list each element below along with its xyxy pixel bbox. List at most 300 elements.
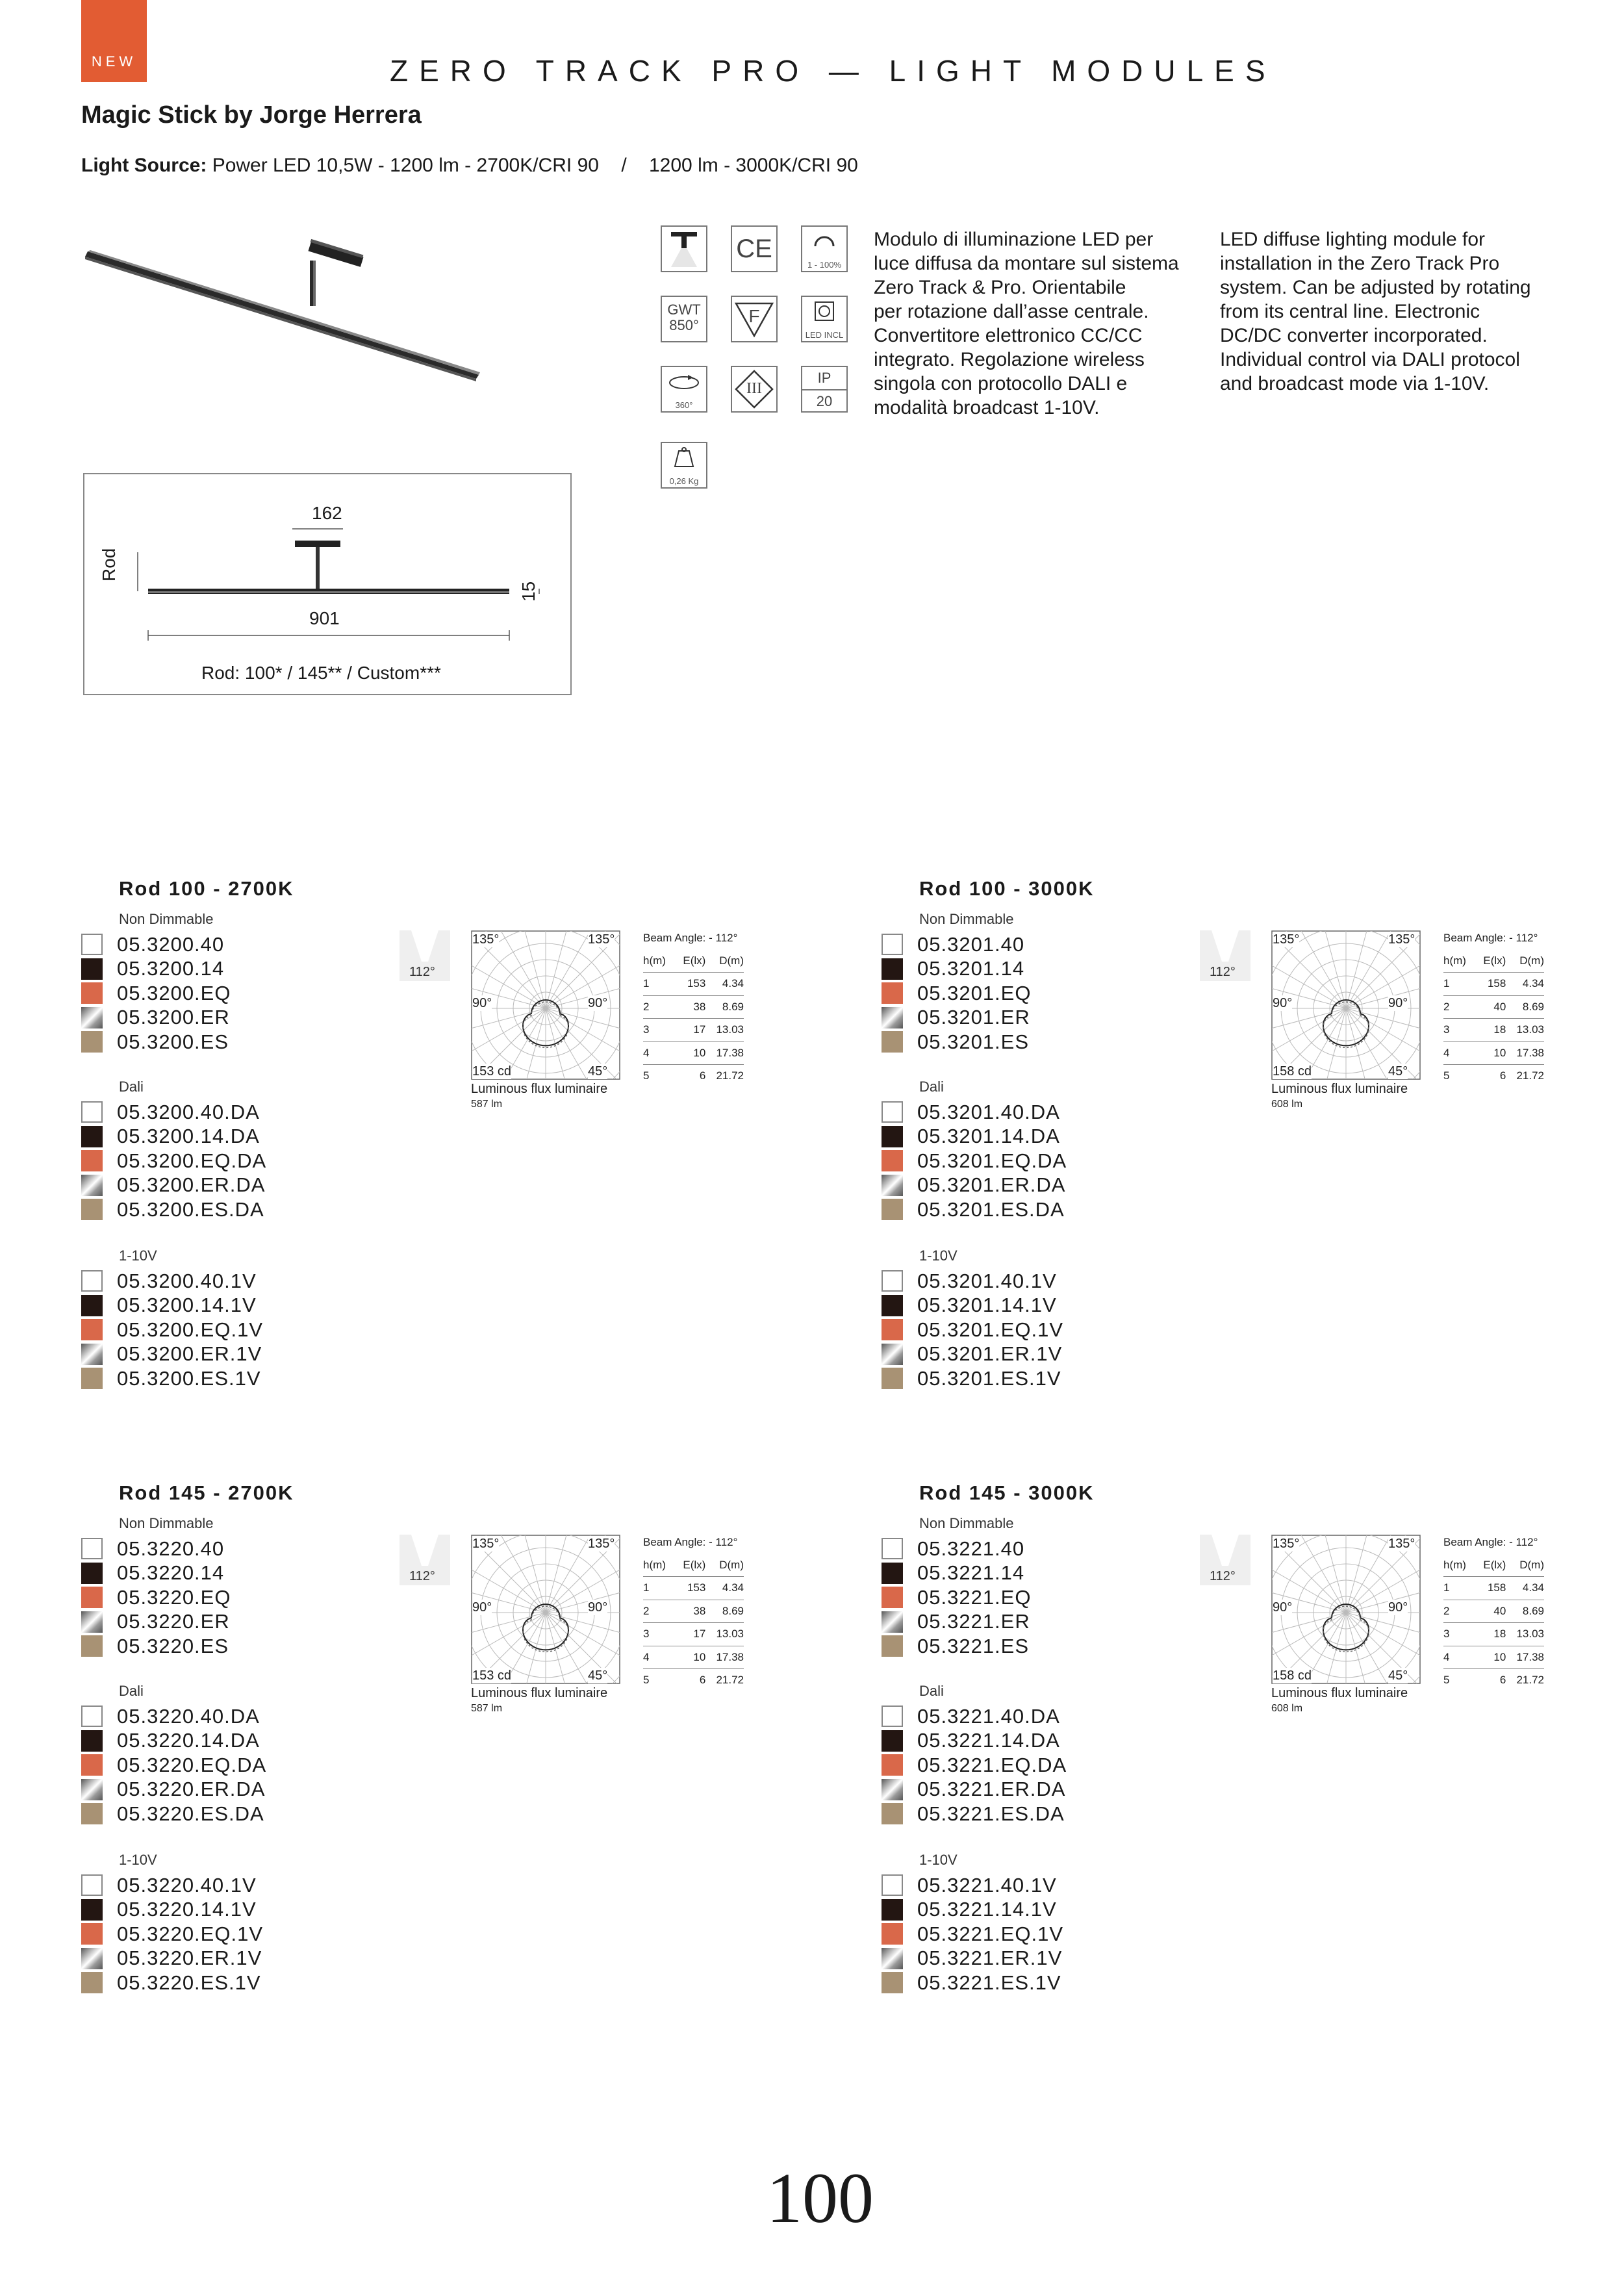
product-code: 05.3220.EQ — [117, 1585, 231, 1609]
beam-table-row — [643, 1623, 744, 1646]
code-row — [81, 1704, 266, 1729]
beam-table-cell: 10 — [674, 1646, 705, 1669]
beam-table-cell: 5 — [643, 1069, 650, 1082]
product-code: 05.3200.ER — [117, 1006, 230, 1029]
product-code: 05.3201.40.DA — [917, 1100, 1060, 1123]
product-code: 05.3220.ER.1V — [117, 1947, 262, 1970]
polar-label-br: 45° — [588, 1064, 608, 1079]
code-row — [882, 1318, 1063, 1342]
desc-en-line: LED diffuse lighting module for — [1220, 229, 1486, 250]
desc-en-line: Individual control via DALI protocol — [1220, 349, 1520, 370]
finish-swatch-bronze — [81, 1199, 103, 1220]
polar-label-cd: 153 cd — [472, 1668, 512, 1683]
product-code: 05.3221.40.DA — [917, 1704, 1060, 1728]
finish-swatch-orange — [81, 1754, 103, 1776]
product-code: 05.3221.ES.1V — [917, 1971, 1061, 1994]
finish-swatch-orange — [81, 1319, 103, 1340]
code-row — [882, 932, 1031, 957]
finish-swatch-white — [81, 1538, 103, 1559]
code-row — [81, 1197, 266, 1222]
beam-table-cell: 6 — [1499, 1069, 1506, 1082]
product-code: 05.3201.14 — [917, 957, 1025, 980]
ceiling-spot-icon — [661, 225, 707, 272]
desc-en-line: and broadcast mode via 1-10V. — [1220, 373, 1490, 394]
code-row — [882, 1704, 1067, 1729]
finish-swatch-white — [882, 1270, 903, 1292]
beam-table — [1443, 1531, 1544, 1692]
description-english — [1220, 227, 1584, 396]
light-source-label: Light Source: — [81, 155, 207, 176]
beam-table-cell: 8.69 — [1506, 995, 1544, 1019]
code-row — [882, 1030, 1031, 1054]
code-row — [882, 1173, 1067, 1198]
finish-swatch-bronze — [882, 1031, 903, 1053]
code-row — [81, 1100, 266, 1125]
product-subtitle: Magic Stick by Jorge Herrera — [81, 101, 422, 129]
finish-swatch-orange — [81, 1923, 103, 1945]
product-code: 05.3200.40.1V — [117, 1269, 257, 1292]
finish-swatch-chrome — [81, 1344, 103, 1365]
product-code: 05.3220.ES.1V — [117, 1971, 261, 1994]
beam-table-header: h(m) — [1443, 1553, 1475, 1577]
polar-label-br: 45° — [588, 1668, 608, 1683]
code-row — [882, 1294, 1063, 1318]
code-list — [882, 1537, 1031, 1659]
product-code: 05.3200.40.DA — [117, 1100, 260, 1123]
finish-swatch-bronze — [882, 1635, 903, 1657]
product-code: 05.3200.ER.DA — [117, 1173, 266, 1197]
f-mark-text: F — [748, 306, 760, 326]
beam-table-cell: 40 — [1475, 1600, 1506, 1623]
product-illustration — [81, 237, 484, 387]
product-code: 05.3220.ES — [117, 1634, 229, 1657]
beam-table-row — [643, 1600, 744, 1623]
section-label: Non Dimmable — [119, 1515, 214, 1531]
section-label: Dali — [919, 1683, 944, 1699]
dim-rod-label: Rod — [99, 548, 119, 581]
polar-label-ml: 90° — [472, 1600, 492, 1615]
code-row — [81, 1318, 263, 1342]
beam-table-cell: 13.03 — [705, 1019, 744, 1042]
beam-table-row — [643, 1019, 744, 1042]
beam-table-row — [643, 973, 744, 996]
code-row — [882, 1197, 1067, 1222]
product-code: 05.3221.14.DA — [917, 1729, 1060, 1752]
beam-table-cell: 38 — [674, 1600, 705, 1623]
beam-table-cell: 18 — [1475, 1623, 1506, 1646]
polar-label-tr: 135° — [1388, 932, 1415, 947]
section-label: 1-10V — [119, 1852, 157, 1868]
beam-table-row — [1443, 1600, 1544, 1623]
polar-label-cd: 153 cd — [472, 1064, 512, 1079]
desc-en-line: from its central line. Electronic — [1220, 301, 1480, 322]
finish-swatch-chrome — [882, 1175, 903, 1196]
beam-table-cell: 21.72 — [716, 1069, 744, 1082]
beam-table-row — [643, 1669, 744, 1692]
beam-table-cell: 6 — [699, 1069, 706, 1082]
group-title: Rod 100 - 2700K — [119, 877, 294, 900]
beam-table — [643, 927, 744, 1088]
desc-it-line: luce diffusa da montare sul sistema — [874, 253, 1179, 274]
product-code: 05.3221.40.1V — [917, 1873, 1057, 1897]
product-code: 05.3220.ES.DA — [117, 1802, 264, 1825]
product-code: 05.3221.EQ.DA — [917, 1753, 1067, 1776]
finish-swatch-white — [81, 1270, 103, 1292]
code-list — [81, 1269, 263, 1391]
code-row — [81, 1753, 266, 1778]
finish-swatch-white — [882, 1538, 903, 1559]
beam-table-cell: 10 — [674, 1041, 705, 1065]
finish-swatch-black — [882, 1563, 903, 1584]
polar-label-tr: 135° — [588, 932, 615, 947]
ce-mark-icon — [731, 225, 778, 272]
code-row — [882, 1100, 1067, 1125]
desc-it-line: Modulo di illuminazione LED per — [874, 229, 1154, 250]
section-label: Non Dimmable — [919, 1515, 1014, 1531]
beam-table-cell: 17.38 — [1506, 1041, 1544, 1065]
beam-table-cell: 13.03 — [1506, 1019, 1544, 1042]
code-row — [882, 1802, 1067, 1826]
product-code: 05.3220.40.DA — [117, 1704, 260, 1728]
beam-angle-label: 112° — [1210, 1569, 1236, 1583]
beam-table-row — [643, 995, 744, 1019]
code-row — [882, 1610, 1031, 1635]
beam-table-row — [1443, 1623, 1544, 1646]
beam-table-cell: 40 — [1475, 995, 1506, 1019]
product-code: 05.3220.14.DA — [117, 1729, 260, 1752]
code-row — [81, 1537, 231, 1561]
dim-width-top: 162 — [312, 503, 342, 523]
dim-height: 15 — [518, 581, 539, 602]
polar-label-tl: 135° — [1273, 1537, 1300, 1551]
product-code: 05.3201.EQ.1V — [917, 1318, 1063, 1341]
code-row — [81, 1947, 263, 1971]
ip-rating-icon — [801, 366, 848, 413]
beam-table-cell: 4.34 — [1506, 1577, 1544, 1600]
code-row — [882, 1778, 1067, 1802]
finish-swatch-black — [81, 958, 103, 980]
beam-table-cell: 18 — [1475, 1019, 1506, 1042]
group-title: Rod 100 - 3000K — [919, 877, 1095, 900]
desc-it-line: Zero Track & Pro. Orientabile — [874, 277, 1126, 298]
desc-it-line: integrato. Regolazione wireless — [874, 349, 1145, 370]
beam-table-header: D(m) — [1506, 949, 1544, 973]
beam-table-title: Beam Angle: - 112° — [643, 932, 738, 944]
code-row — [882, 1006, 1031, 1030]
beam-table-cell: 17 — [674, 1019, 705, 1042]
code-row — [81, 1173, 266, 1198]
gwt-line1: GWT — [667, 301, 701, 318]
beam-table-row — [1443, 1646, 1544, 1669]
dim-rod-note: Rod: 100* / 145** / Custom*** — [201, 663, 441, 683]
code-row — [81, 1873, 263, 1898]
beam-table-cell: 10 — [1475, 1041, 1506, 1065]
beam-table-cell: 8.69 — [1506, 1600, 1544, 1623]
beam-table-cell: 153 — [674, 1577, 705, 1600]
ce-mark-text: CE — [736, 235, 772, 263]
beam-table-cell: 2 — [1443, 1600, 1475, 1623]
beam-table-cell: 4 — [1443, 1646, 1475, 1669]
finish-swatch-orange — [81, 1150, 103, 1171]
beam-table-row — [1443, 1065, 1544, 1088]
flux-label: Luminous flux luminaire — [1271, 1082, 1408, 1096]
product-code: 05.3220.EQ.1V — [117, 1922, 263, 1945]
section-label: 1-10V — [919, 1852, 958, 1868]
finish-swatch-chrome — [882, 1611, 903, 1633]
finish-swatch-white — [882, 934, 903, 955]
finish-swatch-black — [882, 1295, 903, 1316]
product-code: 05.3221.ER.1V — [917, 1947, 1063, 1970]
desc-en-line: system. Can be adjusted by rotating — [1220, 277, 1531, 298]
flux-label: Luminous flux luminaire — [471, 1082, 608, 1096]
beam-table-row — [643, 1646, 744, 1669]
beam-table-cell: 158 — [1475, 1577, 1506, 1600]
product-code: 05.3200.ES.DA — [117, 1197, 264, 1221]
code-row — [81, 981, 231, 1006]
flux-label: Luminous flux luminaire — [1271, 1686, 1408, 1700]
code-row — [882, 1898, 1063, 1923]
product-code: 05.3221.ER.DA — [917, 1778, 1066, 1801]
beam-angle-label: 112° — [409, 965, 435, 979]
finish-swatch-black — [81, 1295, 103, 1316]
beam-table-cell: 6 — [1499, 1674, 1506, 1687]
code-row — [882, 1125, 1067, 1149]
finish-swatch-orange — [882, 1923, 903, 1945]
product-code: 05.3200.14 — [117, 957, 225, 980]
polar-label-br: 45° — [1388, 1064, 1408, 1079]
finish-swatch-chrome — [882, 1344, 903, 1365]
beam-table-title: Beam Angle: - 112° — [1443, 1536, 1538, 1548]
product-code: 05.3201.14.DA — [917, 1125, 1060, 1148]
beam-table-cell: 38 — [674, 995, 705, 1019]
finish-swatch-white — [882, 1101, 903, 1123]
beam-table-row — [1443, 973, 1544, 996]
product-code: 05.3221.EQ.1V — [917, 1922, 1063, 1945]
finish-swatch-black — [81, 1730, 103, 1752]
class-iii-text: III — [746, 380, 762, 397]
beam-table-header: h(m) — [643, 1553, 674, 1577]
polar-label-mr: 90° — [1388, 1600, 1408, 1615]
code-row — [81, 1125, 266, 1149]
code-row — [81, 1778, 266, 1802]
product-code: 05.3200.EQ.DA — [117, 1149, 267, 1172]
code-row — [882, 981, 1031, 1006]
product-code: 05.3220.EQ.DA — [117, 1753, 267, 1776]
finish-swatch-black — [882, 1126, 903, 1147]
finish-swatch-orange — [882, 1150, 903, 1171]
page-number: 100 — [767, 2158, 874, 2238]
product-code: 05.3201.40.1V — [917, 1269, 1057, 1292]
code-row — [81, 932, 231, 957]
beam-table-cell: 1 — [643, 1577, 674, 1600]
code-row — [882, 1537, 1031, 1561]
code-row — [882, 1971, 1063, 1995]
code-list — [81, 1873, 263, 1995]
beam-table-cell: 3 — [643, 1623, 674, 1646]
flux-value: 608 lm — [1271, 1703, 1303, 1714]
polar-label-ml: 90° — [472, 996, 492, 1010]
beam-table-cell: 4.34 — [705, 973, 744, 996]
code-row — [81, 1269, 263, 1294]
code-row — [882, 1729, 1067, 1754]
gwt-icon — [661, 296, 707, 342]
beam-table-header: E(lx) — [1475, 949, 1506, 973]
beam-table-cell: 8.69 — [705, 1600, 744, 1623]
product-code: 05.3200.ES.1V — [117, 1366, 261, 1390]
group-title: Rod 145 - 3000K — [919, 1481, 1095, 1504]
finish-swatch-white — [882, 1706, 903, 1727]
code-row — [81, 1922, 263, 1947]
product-code: 05.3220.14.1V — [117, 1898, 257, 1921]
finish-swatch-black — [882, 958, 903, 980]
code-row — [81, 1149, 266, 1173]
code-list — [81, 1100, 266, 1222]
code-row — [882, 1149, 1067, 1173]
finish-swatch-chrome — [81, 1611, 103, 1633]
polar-label-mr: 90° — [1388, 996, 1408, 1010]
beam-table-cell: 1 — [1443, 1577, 1475, 1600]
flux-label: Luminous flux luminaire — [471, 1686, 608, 1700]
product-code: 05.3201.ER.DA — [917, 1173, 1066, 1197]
light-source-line — [81, 155, 858, 177]
beam-table — [643, 1531, 744, 1692]
product-code: 05.3221.EQ — [917, 1585, 1032, 1609]
finish-swatch-bronze — [81, 1635, 103, 1657]
beam-table-cell: 153 — [674, 973, 705, 996]
finish-swatch-orange — [882, 982, 903, 1004]
code-row — [882, 1947, 1063, 1971]
dimension-drawing — [83, 473, 572, 695]
beam-table-row — [1443, 1577, 1544, 1600]
desc-it-line: per rotazione dall’asse centrale. — [874, 301, 1149, 322]
light-source-separator: / — [621, 155, 627, 176]
finish-swatch-chrome — [81, 1175, 103, 1196]
gwt-line2: 850° — [669, 317, 699, 333]
product-code: 05.3201.EQ.DA — [917, 1149, 1067, 1172]
beam-table-header: E(lx) — [674, 1553, 705, 1577]
finish-swatch-orange — [81, 1587, 103, 1608]
code-row — [882, 1342, 1063, 1367]
product-code: 05.3200.14.DA — [117, 1125, 260, 1148]
product-code: 05.3220.40.1V — [117, 1873, 257, 1897]
description-italian — [874, 227, 1212, 420]
finish-swatch-bronze — [81, 1368, 103, 1389]
code-list — [81, 932, 231, 1054]
code-row — [81, 957, 231, 982]
code-row — [81, 1634, 231, 1659]
beam-table-header: h(m) — [643, 949, 674, 973]
finish-swatch-orange — [882, 1754, 903, 1776]
beam-table-header: D(m) — [705, 949, 744, 973]
code-list — [882, 1100, 1067, 1222]
desc-it-line: singola con protocollo DALI e — [874, 373, 1128, 394]
polar-label-tr: 135° — [1388, 1537, 1415, 1551]
beam-table-cell: 5 — [643, 1674, 650, 1687]
code-row — [81, 1006, 231, 1030]
finish-swatch-bronze — [882, 1972, 903, 1993]
code-row — [882, 1269, 1063, 1294]
code-row — [81, 1971, 263, 1995]
product-code: 05.3221.40 — [917, 1537, 1025, 1560]
product-code: 05.3200.ER.1V — [117, 1342, 262, 1366]
finish-swatch-orange — [882, 1319, 903, 1340]
beam-table-cell: 5 — [1443, 1674, 1450, 1687]
finish-swatch-bronze — [882, 1803, 903, 1824]
finish-swatch-bronze — [81, 1972, 103, 1993]
finish-swatch-white — [81, 1874, 103, 1896]
beam-table-row — [1443, 1669, 1544, 1692]
polar-label-tl: 135° — [1273, 932, 1300, 947]
finish-swatch-chrome — [882, 1948, 903, 1969]
polar-label-cd: 158 cd — [1273, 1064, 1312, 1079]
finish-swatch-chrome — [882, 1007, 903, 1028]
code-row — [882, 1753, 1067, 1778]
beam-table-row — [643, 1041, 744, 1065]
section-label: 1-10V — [919, 1247, 958, 1264]
light-source-value-1: Power LED 10,5W - 1200 lm - 2700K/CRI 90 — [212, 155, 599, 176]
code-row — [882, 1922, 1063, 1947]
finish-swatch-black — [81, 1126, 103, 1147]
flux-value: 587 lm — [471, 1099, 503, 1110]
weight-caption: 0,26 Kg — [669, 476, 699, 486]
product-code: 05.3201.EQ — [917, 981, 1032, 1004]
beam-table-cell: 13.03 — [705, 1623, 744, 1646]
code-list — [882, 1704, 1067, 1826]
dimming-icon — [801, 225, 848, 272]
polar-label-cd: 158 cd — [1273, 1668, 1312, 1683]
beam-angle-label: 112° — [409, 1569, 435, 1583]
section-label: 1-10V — [119, 1247, 157, 1264]
finish-swatch-orange — [81, 982, 103, 1004]
beam-table — [1443, 927, 1544, 1088]
beam-angle-label: 112° — [1210, 965, 1236, 979]
product-code: 05.3200.ES — [117, 1030, 229, 1053]
page-title: ZERO TRACK PRO — LIGHT MODULES — [390, 54, 1276, 88]
polar-label-ml: 90° — [1273, 1600, 1293, 1615]
finish-swatch-chrome — [81, 1948, 103, 1969]
beam-table-cell: 17 — [674, 1623, 705, 1646]
product-code: 05.3200.EQ — [117, 981, 231, 1004]
group-title: Rod 145 - 2700K — [119, 1481, 294, 1504]
beam-table-cell: 158 — [1475, 973, 1506, 996]
beam-table-cell: 1 — [1443, 973, 1475, 996]
code-row — [882, 1873, 1063, 1898]
finish-swatch-white — [81, 934, 103, 955]
finish-swatch-bronze — [81, 1803, 103, 1824]
code-row — [81, 1366, 263, 1391]
product-code: 05.3221.ES — [917, 1634, 1030, 1657]
code-row — [81, 1898, 263, 1923]
product-code: 05.3201.ER.1V — [917, 1342, 1063, 1366]
product-code: 05.3201.ES.DA — [917, 1197, 1065, 1221]
beam-table-cell: 2 — [643, 995, 674, 1019]
beam-table-cell: 8.69 — [705, 995, 744, 1019]
beam-table-header: E(lx) — [674, 949, 705, 973]
led-included-icon — [801, 296, 848, 342]
code-row — [81, 1294, 263, 1318]
code-row — [81, 1585, 231, 1610]
weight-icon — [661, 442, 707, 489]
product-code: 05.3221.14 — [917, 1561, 1025, 1585]
section-label: Dali — [119, 1079, 144, 1095]
product-code: 05.3221.14.1V — [917, 1898, 1057, 1921]
beam-table-cell: 2 — [1443, 995, 1475, 1019]
desc-en-line: DC/DC converter incorporated. — [1220, 325, 1488, 346]
beam-table-header: h(m) — [1443, 949, 1475, 973]
section-label: Dali — [119, 1683, 144, 1699]
beam-table-header: E(lx) — [1475, 1553, 1506, 1577]
rotation-caption: 360° — [675, 400, 693, 410]
